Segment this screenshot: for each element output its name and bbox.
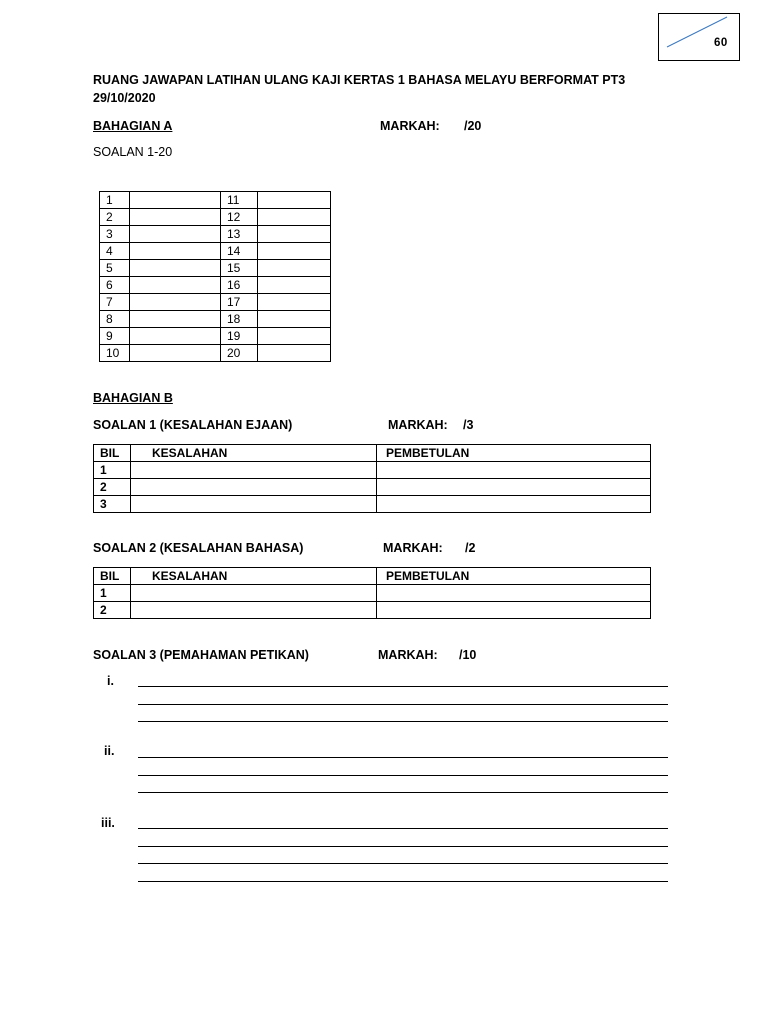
answer-grid-row [100,277,331,294]
grid-answer-cell-right[interactable] [258,345,331,362]
q2-pembetulan-cell[interactable] [377,602,651,619]
grid-number-right: 20 [221,345,258,362]
q2-kesalahan-cell[interactable] [131,602,377,619]
q2-table-row [94,602,651,619]
q1-table-row [94,462,651,479]
score-box [658,13,740,61]
grid-answer-cell-left[interactable] [130,260,221,277]
q1-row-number: 3 [94,496,131,513]
grid-answer-cell-left[interactable] [130,277,221,294]
grid-number-left: 7 [100,294,130,311]
q3-part-ii-line-3[interactable] [138,792,668,793]
grid-number-left: 2 [100,209,130,226]
q2-table-row [94,585,651,602]
grid-number-right: 18 [221,311,258,328]
grid-answer-cell-right[interactable] [258,277,331,294]
q1-table-row [94,496,651,513]
grid-answer-cell-right[interactable] [258,260,331,277]
q2-col-pembetulan: PEMBETULAN [377,568,651,585]
q3-part-ii-label: ii. [104,744,115,758]
q3-part-iii-label: iii. [101,816,115,830]
grid-answer-cell-right[interactable] [258,311,331,328]
q3-part-iii-line-3[interactable] [138,863,668,864]
score-slash-icon [659,14,741,62]
answer-grid-row [100,294,331,311]
q1-table [93,444,651,513]
grid-answer-cell-right[interactable] [258,226,331,243]
answer-grid-row [100,209,331,226]
q1-col-pembetulan: PEMBETULAN [377,445,651,462]
grid-answer-cell-left[interactable] [130,311,221,328]
q3-part-i-line-2[interactable] [138,704,668,705]
q2-title: SOALAN 2 (KESALAHAN BAHASA) [93,541,304,555]
grid-number-left: 9 [100,328,130,345]
score-value: 60 [714,37,728,49]
q3-part-ii-line-1[interactable] [138,757,668,758]
q1-kesalahan-cell[interactable] [131,462,377,479]
q1-title: SOALAN 1 (KESALAHAN EJAAN) [93,418,293,432]
q3-part-iii-line-2[interactable] [138,846,668,847]
grid-number-left: 3 [100,226,130,243]
grid-number-right: 14 [221,243,258,260]
q1-pembetulan-cell[interactable] [377,479,651,496]
grid-number-right: 11 [221,192,258,209]
q2-col-bil: BIL [94,568,131,585]
q1-row-number: 1 [94,462,131,479]
grid-number-right: 19 [221,328,258,345]
grid-answer-cell-left[interactable] [130,294,221,311]
grid-answer-cell-left[interactable] [130,209,221,226]
q3-mark-label: MARKAH: [378,648,438,662]
section-a-mark-label: MARKAH: [380,119,440,133]
grid-answer-cell-right[interactable] [258,192,331,209]
q1-mark-total: /3 [463,418,474,432]
section-a-heading: BAHAGIAN A [93,119,173,133]
q3-part-iii-line-1[interactable] [138,828,668,829]
grid-number-left: 5 [100,260,130,277]
grid-number-left: 1 [100,192,130,209]
grid-number-left: 8 [100,311,130,328]
document-title: RUANG JAWAPAN LATIHAN ULANG KAJI KERTAS 1 BAHASA MELAYU BERFORMAT PT3 [93,73,626,87]
q3-part-i-line-3[interactable] [138,721,668,722]
q3-part-iii-line-4[interactable] [138,881,668,882]
grid-answer-cell-left[interactable] [130,345,221,362]
grid-answer-cell-right[interactable] [258,243,331,260]
grid-answer-cell-right[interactable] [258,328,331,345]
answer-grid-table [99,191,331,362]
section-b-heading: BAHAGIAN B [93,391,173,405]
grid-number-right: 16 [221,277,258,294]
q1-pembetulan-cell[interactable] [377,496,651,513]
q1-kesalahan-cell[interactable] [131,479,377,496]
q2-col-kesalahan: KESALAHAN [131,568,377,585]
q3-title: SOALAN 3 (PEMAHAMAN PETIKAN) [93,648,309,662]
grid-answer-cell-left[interactable] [130,226,221,243]
document-date: 29/10/2020 [93,91,156,105]
answer-grid-row [100,328,331,345]
answer-grid-row [100,243,331,260]
grid-answer-cell-left[interactable] [130,192,221,209]
q2-kesalahan-cell[interactable] [131,585,377,602]
grid-answer-cell-left[interactable] [130,243,221,260]
grid-number-left: 4 [100,243,130,260]
q1-pembetulan-cell[interactable] [377,462,651,479]
answer-grid-row [100,345,331,362]
q1-row-number: 2 [94,479,131,496]
answer-grid-row [100,311,331,328]
grid-number-right: 13 [221,226,258,243]
q2-row-number: 1 [94,585,131,602]
answer-grid-row [100,226,331,243]
q2-mark-label: MARKAH: [383,541,443,555]
grid-number-right: 17 [221,294,258,311]
answer-grid-row [100,260,331,277]
q1-col-bil: BIL [94,445,131,462]
q3-part-i-line-1[interactable] [138,686,668,687]
q1-col-kesalahan: KESALAHAN [131,445,377,462]
grid-answer-cell-right[interactable] [258,209,331,226]
grid-number-right: 12 [221,209,258,226]
grid-number-left: 10 [100,345,130,362]
q3-part-i-label: i. [107,674,114,688]
grid-answer-cell-left[interactable] [130,328,221,345]
q2-pembetulan-cell[interactable] [377,585,651,602]
section-a-mark-total: /20 [464,119,482,133]
grid-number-left: 6 [100,277,130,294]
q2-table [93,567,651,619]
q1-kesalahan-cell[interactable] [131,496,377,513]
q3-part-ii-line-2[interactable] [138,775,668,776]
section-a-subheading: SOALAN 1-20 [93,145,173,159]
q2-row-number: 2 [94,602,131,619]
answer-grid-row [100,192,331,209]
grid-number-right: 15 [221,260,258,277]
q3-mark-total: /10 [459,648,477,662]
grid-answer-cell-right[interactable] [258,294,331,311]
q1-table-row [94,479,651,496]
q2-mark-total: /2 [465,541,476,555]
q1-mark-label: MARKAH: [388,418,448,432]
